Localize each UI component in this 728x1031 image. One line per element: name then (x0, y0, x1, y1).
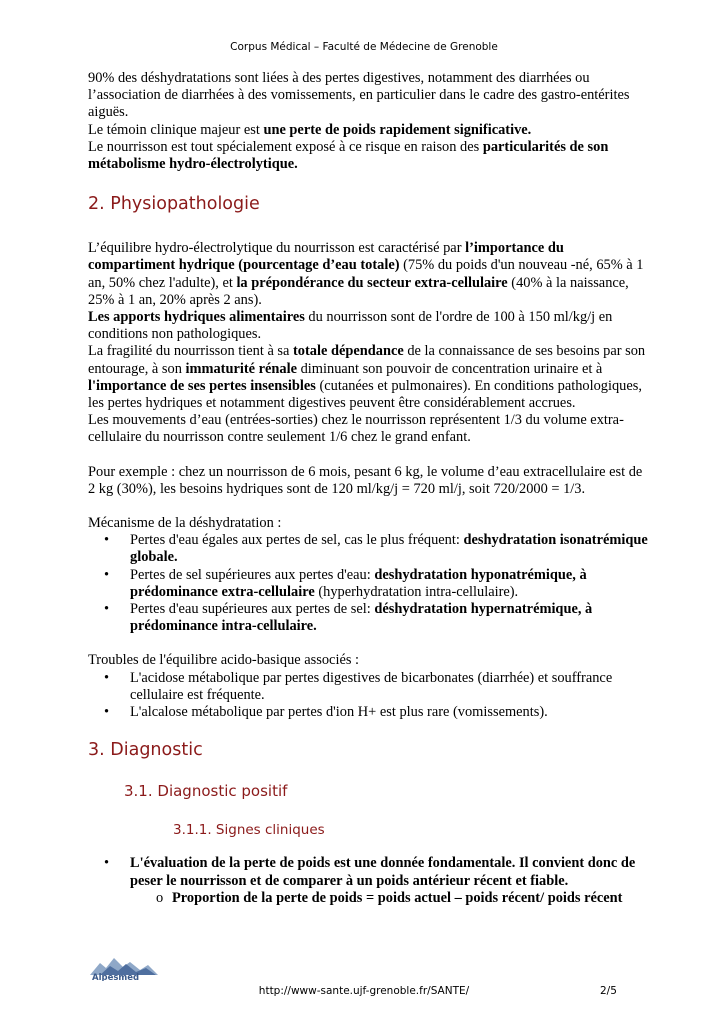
physio-paragraph-3: La fragilité du nourrisson tient à sa totale dépendance de la connaissance de ses besoins par son entourage, à son immaturité rénale diminuant son pouvoir de concentration urinaire et à l'importance de ses pertes insensibles (cutanées et pulmonaires). En conditions pathologiques, les pertes hydriques et notamment digestives peuvent être considérablement accrues. (88, 343, 646, 412)
alpesmed-logo (90, 955, 158, 981)
section-2-heading: 2. Physiopathologie (88, 194, 260, 215)
page-header: Corpus Médical – Faculté de Médecine de Grenoble (230, 41, 498, 53)
intro-paragraph-1: 90% des déshydratations sont liées à des pertes digestives, notamment des diarrhées ou l’association de diarrhées à des vomissements, en particulier dans le cadre des gastro-entérites aiguës. (88, 70, 630, 121)
intro-paragraph-2: Le témoin clinique majeur est une perte de poids rapidement significative. (88, 121, 532, 138)
list-item: • Pertes de sel supérieures aux pertes d'eau: deshydratation hyponatrémique, à prédominance extra-cellulaire (hyperhydratation intra-cellulaire). (88, 567, 650, 601)
mechanism-list (88, 532, 650, 635)
page-number: 2/5 (600, 985, 617, 997)
mechanism-title: Mécanisme de la déshydratation : (88, 515, 282, 532)
document-body (88, 70, 650, 907)
acid-base-list (88, 670, 650, 722)
logo-text: Alpesmed (92, 973, 140, 981)
list-item: • L'évaluation de la perte de poids est une donnée fondamentale. Il convient donc de peser le nourrisson et de comparer à un poids antérieur récent et fiable. (88, 855, 650, 889)
list-item: • Pertes d'eau égales aux pertes de sel, cas le plus fréquent: deshydratation isonatrémique globale. (88, 532, 650, 566)
acid-base-title: Troubles de l'équilibre acido-basique associés : (88, 652, 360, 669)
clinical-signs-list (88, 855, 650, 907)
subsection-3-1-1-heading: 3.1.1. Signes cliniques (173, 822, 325, 839)
list-item: • L'acidose métabolique par pertes digestives de bicarbonates (diarrhée) et souffrance cellulaire est fréquente. (88, 670, 650, 704)
sub-list-item: o Proportion de la perte de poids = poids actuel – poids récent/ poids récent (88, 890, 650, 907)
subsection-3-1-heading: 3.1. Diagnostic positif (124, 782, 288, 801)
footer-url[interactable]: http://www-sante.ujf-grenoble.fr/SANTE/ (258, 985, 470, 997)
section-3-heading: 3. Diagnostic (88, 740, 203, 761)
physio-paragraph-1: L’équilibre hydro-électrolytique du nourrisson est caractérisé par l’importance du compartiment hydrique (pourcentage d’eau totale) (75% du poids d'un nouveau -né, 65% à 1 an, 50% chez l'adulte), et la prépondérance du secteur extra-cellulaire (40% à la naissance, 25% à 1 an, 20% après 2 ans). (88, 240, 644, 308)
list-item: • Pertes d'eau supérieures aux pertes de sel: déshydratation hypernatrémique, à prédominance intra-cellulaire. (88, 601, 650, 635)
intro-paragraph-3: Le nourrisson est tout spécialement exposé à ce risque en raison des particularités de son métabolisme hydro-électrolytique. (88, 138, 609, 173)
list-item: • L'alcalose métabolique par pertes d'ion H+ est plus rare (vomissements). (88, 704, 650, 721)
physio-example: Pour exemple : chez un nourrisson de 6 mois, pesant 6 kg, le volume d’eau extracellulaire est de 2 kg (30%), les besoins hydriques sont de 120 ml/kg/j = 720 ml/j, soit 720/2000 = 1/3. (88, 463, 643, 497)
physio-paragraph-4: Les mouvements d’eau (entrées-sorties) chez le nourrisson représentent 1/3 du volume extra-cellulaire du nourrisson contre seulement 1/6 chez le grand enfant. (88, 412, 624, 446)
physio-paragraph-2: Les apports hydriques alimentaires du nourrisson sont de l'ordre de 100 à 150 ml/kg/j en conditions non pathologiques. (88, 309, 613, 343)
